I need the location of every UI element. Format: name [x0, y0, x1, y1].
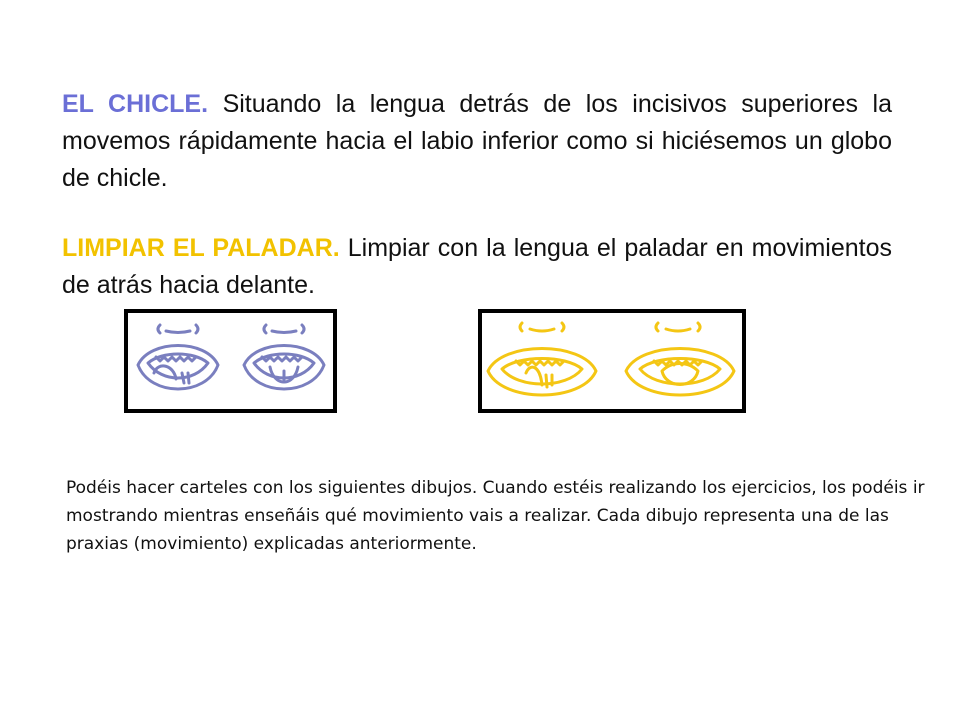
exercise-chicle	[62, 86, 892, 197]
mouth-tongue-icon	[138, 325, 218, 389]
mouth-tongue-icon	[244, 325, 324, 389]
mouth-tongue-icon	[488, 323, 596, 395]
purple-illustration-card	[124, 309, 337, 413]
yellow-mouth-illustration	[482, 313, 742, 409]
exercise-limpiar-paladar-title: LIMPIAR EL PALADAR.	[62, 234, 340, 262]
exercise-chicle-text: Situando la lengua detrás de los incisivos superiores la movemos rápidamente hacia el labio inferior como si hiciésemos un globo de chicle.	[62, 90, 892, 192]
mouth-tongue-icon	[626, 323, 734, 395]
exercise-limpiar-paladar	[62, 230, 892, 304]
instructions-note: Podéis hacer carteles con los siguientes dibujos. Cuando estéis realizando los ejercicios, los podéis ir mostrando mientras enseñáis qué movimiento vais a realizar. Cada dibujo representa una de las praxias (movimiento) explicadas anteriormente.	[66, 478, 925, 554]
exercise-chicle-title: EL CHICLE.	[62, 90, 209, 118]
exercise-limpiar-paladar-text: Limpiar con la lengua el paladar en movimientos de atrás hacia delante.	[62, 234, 892, 299]
purple-mouth-illustration	[128, 313, 333, 409]
yellow-illustration-card	[478, 309, 746, 413]
